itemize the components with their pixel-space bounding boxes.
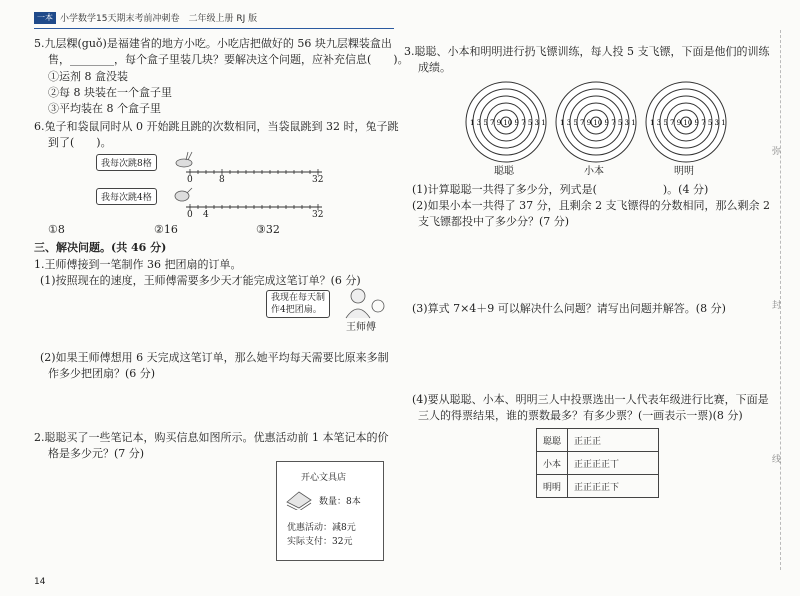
vote-row	[537, 475, 659, 498]
vote-row	[537, 429, 659, 452]
svg-text:1 3 5 7 9 10 9 7 5 3 1: 1 3 5 7 9 10 9 7 5 3 1	[560, 119, 636, 127]
wang-bubble-line2: 作4把团扇。	[271, 305, 322, 315]
nl2-label-4: 4	[203, 210, 209, 220]
kangaroo-bubble: 我每次跳4格	[96, 188, 157, 205]
target-name-2: 小本	[584, 166, 604, 177]
q5-option-2: ②每 8 块装在一个盒子里	[48, 86, 172, 99]
p1-sub2-line1: (2)如果王师傅想用 6 天完成这笔订单，那么她平均每天需要比原来多制	[40, 351, 389, 364]
p3-line2: 成绩。	[418, 61, 451, 74]
q6-option-3: ③32	[256, 223, 280, 236]
svg-text:1 3 5 7 9 10 9 7 5 3 1: 1 3 5 7 9 10 9 7 5 3 1	[470, 119, 546, 127]
wang-portrait-icon	[336, 284, 386, 320]
p2-line2: 格是多少元？(7 分)	[48, 447, 145, 460]
target-name-1: 聪聪	[494, 166, 514, 177]
vote-tally: 正正正	[568, 429, 659, 452]
nl1-label-8: 8	[219, 175, 225, 185]
p3-sub4-line2: 三人的得票结果，谁的票数最多？有多少票？(一画表示一票)(8 分)	[418, 409, 743, 422]
vote-name: 聪聪	[537, 429, 568, 452]
p3-sub2-line1: (2)如果小本一共得了 37 分，且剩余 2 支飞镖得的分数相同，那么剩余 2	[412, 199, 771, 212]
store-quantity: 数量：8本	[319, 497, 361, 507]
q5-line2: 售，________，每个盒子里装几块？要解决这个问题，应补充信息( )。	[48, 53, 409, 66]
store-title: 开心文具店	[301, 473, 347, 483]
vote-table	[536, 428, 659, 498]
header-title: 小学数学15天期末考前冲刺卷 二年级上册 RJ 版	[60, 14, 258, 24]
store-paid: 实际支付：32元	[287, 537, 353, 547]
target-mingming	[644, 80, 728, 164]
svg-text:1 3 5 7 9 10 9 7 5 3 1: 1 3 5 7 9 10 9 7 5 3 1	[650, 119, 726, 127]
vote-tally: 正正正正丅	[568, 452, 659, 475]
notebook-icon	[285, 488, 313, 510]
p3-line1: 3.聪聪、小本和明明进行扔飞镖训练，每人投 5 支飞镖，下面是他们的训练	[404, 45, 770, 58]
wang-bubble	[266, 290, 330, 318]
nl1-label-32: 32	[312, 175, 324, 185]
header-badge: 一本	[34, 12, 56, 24]
p3-sub1: (1)计算聪聪一共得了多少分，列式是( )。(4 分)	[412, 183, 709, 196]
page-number: 14	[34, 577, 46, 587]
q6-line1: 6.兔子和袋鼠同时从 0 开始跳且跳的次数相同，当袋鼠跳到 32 时，兔子跳	[34, 120, 399, 133]
seal-mark-1: 弥	[772, 147, 782, 157]
seal-mark-3: 线	[772, 455, 782, 465]
number-line-1	[186, 166, 326, 186]
target-name-3: 明明	[674, 166, 694, 177]
store-receipt	[276, 461, 384, 561]
q5-option-1: ①运剂 8 盒没装	[48, 70, 128, 83]
wang-bubble-line1: 我现在每天制	[271, 293, 326, 303]
vote-tally: 正正正正下	[568, 475, 659, 498]
section-3-title: 三、解决问题。(共 46 分)	[34, 241, 167, 254]
target-xiaoben	[554, 80, 638, 164]
q6-line2: 到了( )。	[48, 136, 112, 149]
q6-option-1: ①8	[48, 223, 65, 236]
nl2-label-0: 0	[187, 210, 193, 220]
vote-name: 小本	[537, 452, 568, 475]
q5-option-3: ③平均装在 8 个盒子里	[48, 102, 161, 115]
p1-sub2-line2: 作多少把团扇？(6 分)	[48, 367, 156, 380]
p3-sub4-line1: (4)要从聪聪、小本、明明三人中投票选出一人代表年级进行比赛，下面是	[412, 393, 769, 406]
vote-row	[537, 452, 659, 475]
wang-label: 王师傅	[346, 322, 376, 333]
p1-sub1: (1)按照现在的速度，王师傅需要多少天才能完成这笔订单？(6 分)	[40, 274, 361, 287]
p2-line1: 2.聪聪买了一些笔记本，购买信息如图所示。优惠活动前 1 本笔记本的价	[34, 431, 389, 444]
seal-mark-2: 封	[772, 301, 782, 311]
q5-line1: 5.九层粿(guǒ)是福建省的地方小吃。小吃店把做好的 56 块九层粿装盒出	[34, 37, 392, 50]
p1-line1: 1.王师傅接到一笔制作 36 把团扇的订单。	[34, 258, 242, 271]
vote-name: 明明	[537, 475, 568, 498]
q6-option-2: ②16	[154, 223, 178, 236]
p3-sub2-line2: 支飞镖都投中了多少分？(7 分)	[418, 215, 570, 228]
rabbit-bubble: 我每次跳8格	[96, 154, 157, 171]
target-congcong	[464, 80, 548, 164]
nl2-label-32: 32	[312, 210, 324, 220]
header-divider	[34, 28, 394, 29]
nl1-label-0: 0	[187, 175, 193, 185]
p3-sub3: (3)算式 7×4＋9 可以解决什么问题？请写出问题并解答。(8 分)	[412, 302, 726, 315]
store-discount: 优惠活动：减8元	[287, 523, 356, 533]
